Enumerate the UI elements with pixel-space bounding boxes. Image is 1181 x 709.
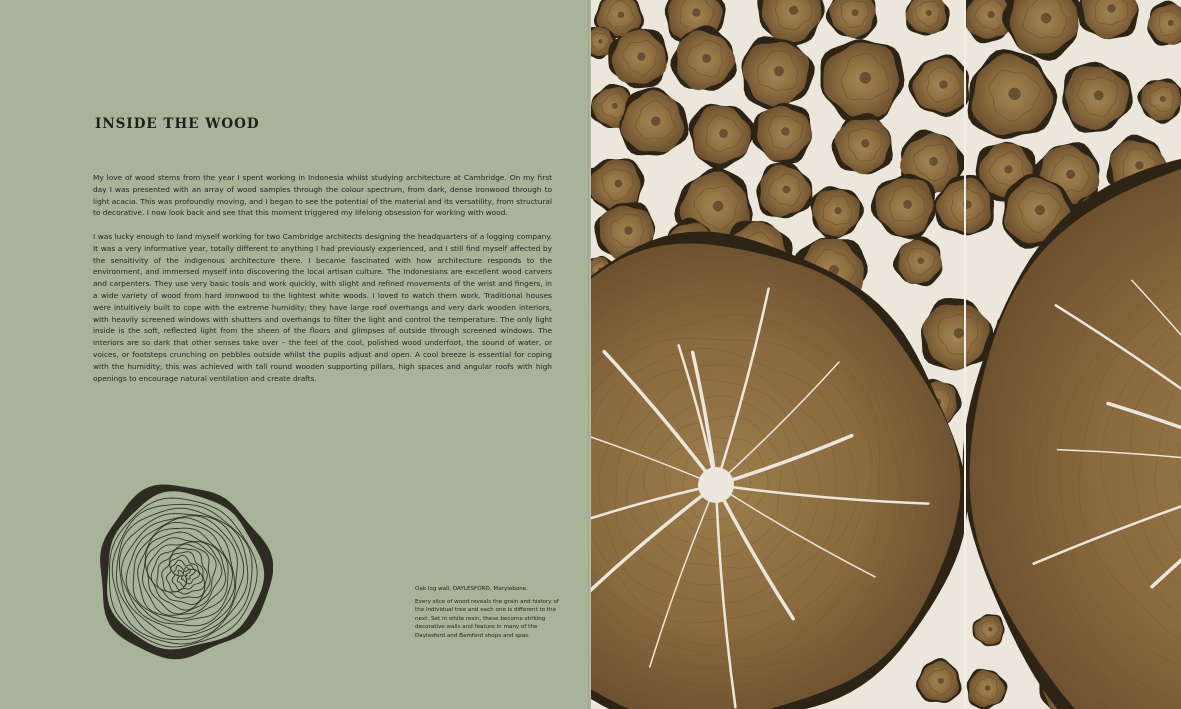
paragraph-2: I was lucky enough to land myself working for two Cambridge architects designing the headquarters of a logging company. It was a very informative year, totally different to anything I had previously experienced, and I still find myself affected by the sensitivity of the indigenous architecture there. I became fascinated with how architecture responds to the environment, and immersed myself into discovering the local artisan culture. The Indonesians are excellent wood carvers and carpenters. They use very basic tools and work quickly, with slight and refined movements of the wrist and fingers, in a wide variety of wood from hard ironwood to the lightest white woods. I loved to watch them work. Traditional houses were intuitively built to cope with the extreme humidity; they have large roof overhangs and very dark wooden interiors, with heavily screened windows with shutters and overhangs to filter the light and control the temperature. The only light inside is the soft, reflected light from the sheen of the floors and glimpses of outside through screened windows. The interiors are so dark that other senses take over – the feel of the cool, polished wood underfoot, the sound of water, or voices, or footsteps crunching on pebbles outside whilst the pupils adjust and open. A cool breeze is essential for coping with the humidity; this was achieved with tall round wooden supporting pillars, high spaces and angular roofs with high openings to encourage natural ventilation and create drafts. [93, 231, 552, 383]
right-page-photo [591, 0, 1181, 709]
tree-ring-illustration [93, 480, 273, 660]
caption-title: Oak log wall, DAYLESFORD, Marylebone. [415, 586, 529, 592]
body-text [93, 172, 552, 396]
page-title: INSIDE THE WOOD [95, 116, 260, 132]
paragraph-1: My love of wood stems from the year I spent working in Indonesia whilst studying architecture at Cambridge. On my first day I was presented with an array of wood samples through the colour spectrum, from dark, dense ironwood through to light acacia. This was profoundly moving, and I began to see the potential of the material and its versatility, from structural to decorative. I now look back and see that this moment triggered my lifelong obsession for working with wood. [93, 173, 552, 218]
photo-caption [415, 585, 567, 641]
oak-log-wall-photo [591, 0, 1181, 709]
caption-body: Every slice of wood reveals the grain and history of the individual tree and each one is different to the next. Set in white resin, these become striking decorative walls and feature in many of the Daylesford and Bamford shops and spas. [415, 598, 559, 639]
